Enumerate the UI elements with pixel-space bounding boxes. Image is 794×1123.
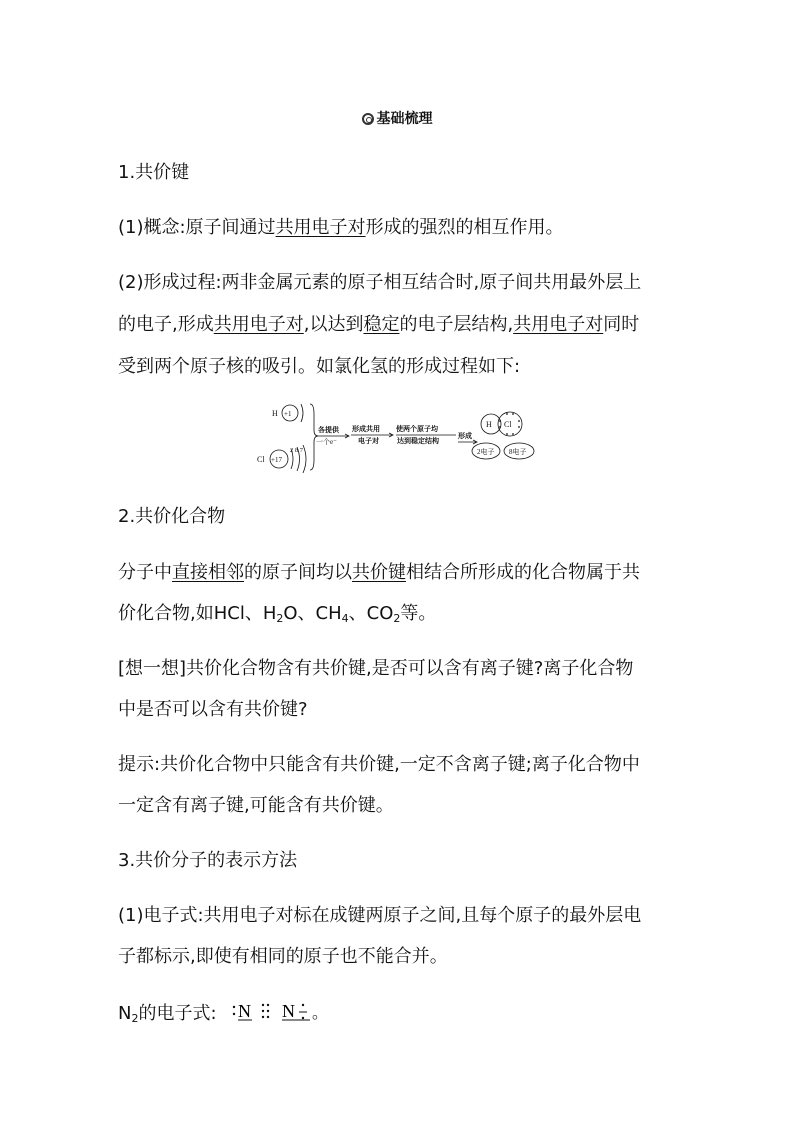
- section-header: [0, 108, 794, 128]
- section-3-title: 3.共价分子的表示方法: [118, 850, 298, 871]
- concept-text-a: (1)概念:原子间通过: [118, 217, 276, 238]
- compound-examples-b: O、CH: [283, 603, 342, 624]
- header-title: 基础梳理: [376, 111, 433, 127]
- n2-label: N: [118, 1003, 132, 1024]
- step4-label: 形成: [458, 432, 472, 440]
- step3-top: 使两个原子均: [396, 425, 438, 433]
- cl-shell-3: [303, 445, 306, 473]
- formation-underlined-3: 共用电子对: [513, 314, 604, 335]
- compound-line-2: [118, 602, 436, 626]
- n2-label-suffix: 的电子式:: [138, 1003, 217, 1024]
- h-symbol: H: [272, 409, 278, 418]
- formation-text-d: 同时: [603, 314, 640, 335]
- step2-top: 形成共用: [352, 425, 380, 433]
- formation-text-c: 的电子层结构,: [399, 314, 514, 335]
- n2-atom-2: N: [282, 1001, 296, 1021]
- cl-charge: +17: [271, 456, 282, 464]
- hint-line-2: 一定含有离子键,可能含有共价键。: [118, 795, 394, 816]
- concept-underlined: 共用电子对: [275, 217, 366, 238]
- n2-period: 。: [312, 1003, 329, 1022]
- step2-bottom: 电子对: [358, 437, 379, 445]
- compound-examples-d: 等。: [400, 603, 437, 624]
- concept-line: [118, 216, 564, 240]
- compound-text-a: 分子中: [118, 562, 172, 583]
- step1-top: 各提供: [318, 426, 339, 434]
- step1-bottom: 一个e⁻: [316, 438, 337, 446]
- think-line-2: 中是否可以含有共价键?: [118, 699, 308, 720]
- result-cl: Cl: [504, 420, 512, 429]
- left-ring-label: 2电子: [477, 448, 495, 456]
- formation-line-2: [118, 313, 639, 337]
- h-shell: [301, 404, 303, 422]
- compound-examples-c: 、CO: [348, 603, 394, 624]
- compound-underlined-2: 共价键: [352, 562, 406, 583]
- brace: [310, 404, 318, 470]
- formation-line-1: (2)形成过程:两非金属元素的原子相互结合时,原子间共用最外层上: [118, 272, 642, 293]
- cl-symbol: Cl: [257, 455, 265, 464]
- compound-line-1: [118, 561, 640, 585]
- formation-text-b: ,以达到: [303, 314, 364, 335]
- h-charge: +1: [284, 410, 292, 418]
- n2-atom-1: N: [238, 1001, 252, 1021]
- compound-examples-a: 价化合物,如HCl、H: [118, 603, 277, 624]
- formation-underlined-2: 稳定: [363, 314, 400, 335]
- section-2-title: 2.共价化合物: [118, 506, 226, 527]
- think-line-1: [想一想]共价化合物含有共价键,是否可以含有离子键?离子化合物: [118, 658, 634, 679]
- subscript: 2: [276, 612, 284, 625]
- formation-line-3: 受到两个原子核的吸引。如氯化氢的形成过程如下:: [118, 356, 521, 377]
- hint-line-1: 提示:共价化合物中只能含有共价键,一定不含离子键;离子化合物中: [118, 754, 640, 775]
- subscript: 2: [393, 612, 401, 625]
- target-icon: [362, 113, 374, 125]
- subscript: 4: [341, 612, 349, 625]
- compound-text-c: 相结合所形成的化合物属于共: [406, 562, 640, 583]
- cl-shell-counts: 2 8 7: [290, 447, 303, 454]
- right-ring-label: 8电子: [509, 448, 527, 456]
- n2-lewis-structure: [222, 1000, 329, 1024]
- electron-formula-line-2: 子都标示,即使有相同的原子也不能合并。: [118, 946, 448, 967]
- subscript: 2: [131, 1012, 139, 1025]
- result-h: H: [486, 420, 492, 429]
- n2-electron-formula: [118, 1000, 329, 1026]
- hcl-formation-diagram: [250, 394, 550, 474]
- step3-bottom: 达到稳定结构: [397, 437, 439, 445]
- compound-text-b: 的原子间均以: [244, 562, 352, 583]
- formation-text-a: 的电子,形成: [118, 314, 214, 335]
- section-1-title: 1.共价键: [118, 162, 190, 183]
- electron-formula-line-1: (1)电子式:共用电子对标在成键两原子之间,且每个原子的最外层电: [118, 905, 642, 926]
- concept-text-b: 形成的强烈的相互作用。: [365, 217, 564, 238]
- compound-underlined-1: 直接相邻: [172, 562, 244, 583]
- formation-underlined-1: 共用电子对: [213, 314, 304, 335]
